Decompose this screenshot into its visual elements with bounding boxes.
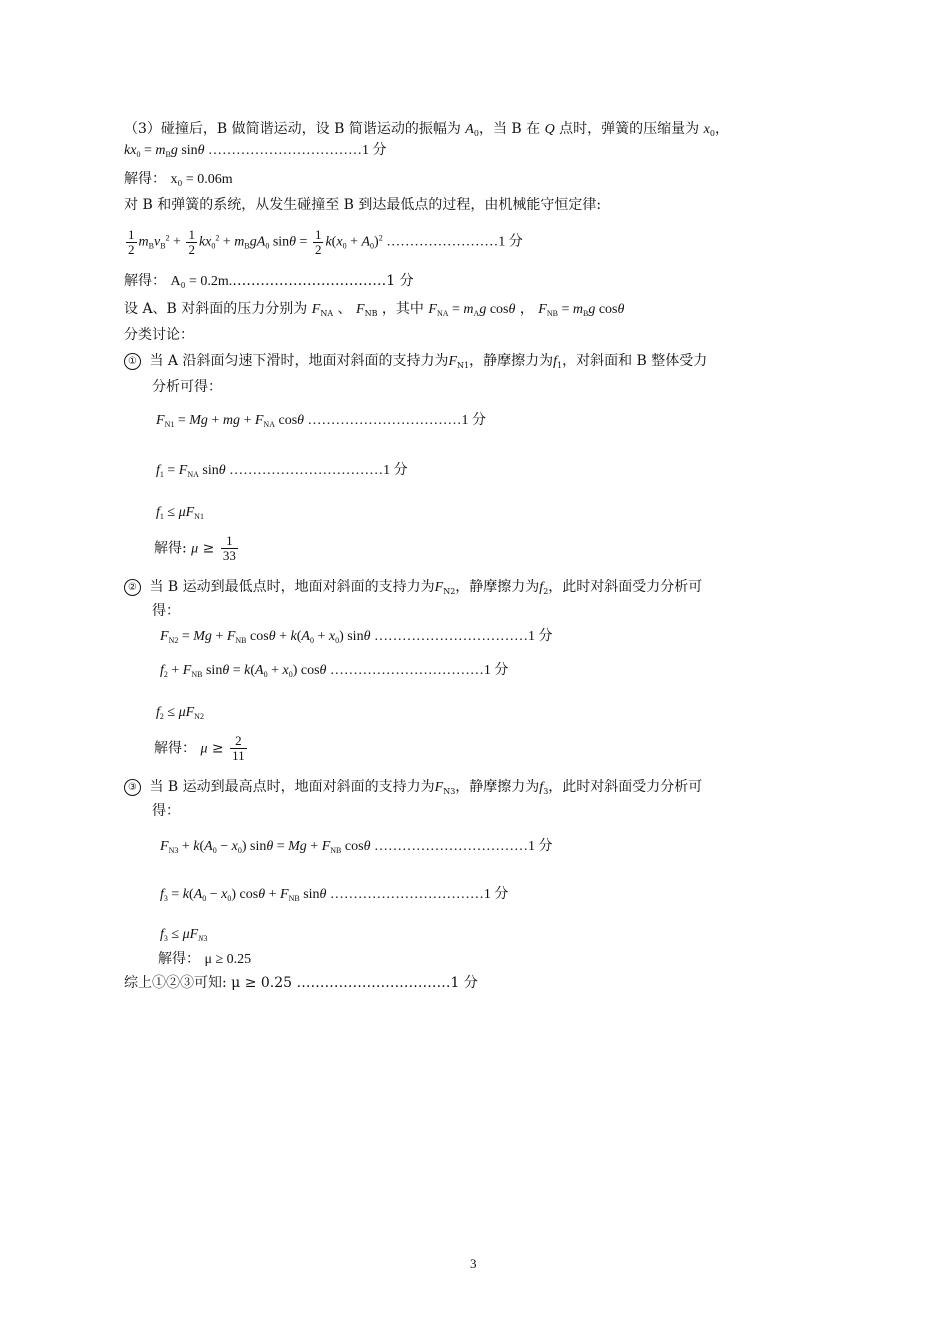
case1-eq1: $F_{N1} = Mg$ + mg + $F_{NA}$ cosθ ……………………………1 分	[156, 413, 487, 429]
case3-solve: 解得： μ ≥ 0.25	[158, 951, 252, 967]
case1-eq2: $f_1 = F_{NA}$ sinθ ……………………………1 分	[156, 463, 408, 479]
case1-ineq: $f_1 \le \mu F_{N1}$	[156, 505, 204, 521]
case2-eq1: $F_{N2} = Mg + F_{NB}$ $\cos\theta + k(A_0 + x_0)$ sinθ ……………………………1 分	[160, 629, 553, 645]
case3-eq2: $f_3 = k(A_0 - x_0) \cos\theta + F_{NB}$ sinθ ……………………………1 分	[160, 887, 509, 903]
case3-ineq: $f_3 \le \mu F_{N3}$	[160, 927, 208, 943]
case1-solve: 解得: μ ≥ $\frac{1}{33}$	[154, 533, 236, 563]
equation-kx0: $kx_0 = m_Bg$ sinθ ……………………………1 分	[124, 143, 387, 159]
case3-eq1: $F_{N3} + k(A_0 - x_0) \sin\theta = Mg + F_{NB}$ cosθ ……………………………1 分	[160, 839, 553, 855]
page-number: 3	[470, 1256, 477, 1271]
part3-intro: （3）碰撞后，B 做简谐运动，设 B 简谐运动的振幅为 $A_0$，当 B 在 Q 点时，弹簧的压缩量为 $x_0$，	[124, 121, 729, 138]
case2-eq2: $f_2 + F_{NB}$ $\sin\theta = k(A_0 + x_0)$ cosθ ……………………………1 分	[160, 663, 509, 679]
case3-text: ③ 当 B 运动到最高点时，地面对斜面的支持力为$F_{N3}$，静摩擦力为$f_3$，此时对斜面受力分析可	[124, 778, 702, 797]
solve-x0: 解得： x₀ = 0.06m	[124, 171, 233, 187]
solve-A0: 解得： A₀ = 0.2m.……………………………1 分	[124, 273, 414, 289]
case1-text: ① 当 A 沿斜面匀速下滑时，地面对斜面的支持力为$F_{N1}$，静摩擦力为$f_1$，对斜面和 B 整体受力	[124, 352, 707, 371]
case2-solve: 解得： μ ≥ $\frac{2}{11}$	[154, 733, 245, 763]
circle-2-icon: ②	[124, 579, 141, 596]
case2-text-cont: 得：	[152, 603, 180, 619]
circle-3-icon: ③	[124, 779, 141, 796]
case2-ineq: $f_2 \le \mu F_{N2}$	[156, 705, 204, 721]
energy-intro: 对 B 和弹簧的系统，从发生碰撞至 B 到达最低点的过程，由机械能守恒定律:	[124, 197, 602, 213]
classify-heading: 分类讨论：	[124, 327, 194, 343]
case3-text-cont: 得：	[152, 803, 180, 819]
conclusion: 综上①②③可知: μ ≥ 0.25 ……………………………1 分	[124, 975, 478, 991]
pressure-intro: 设 A、B 对斜面的压力分别为 $F_{NA}$ 、 $F_{NB}$ ，其中 $F_{NA} = m_Ag$ cosθ ， $F_{NB} = m_Bg$ cosθ	[124, 301, 625, 318]
energy-equation: $\frac{1}{2}$ $m_Bv_B^2$ + $\frac{1}{2}$ $kx_0^2 + m_BgA_0$ sinθ = $\frac{1}{2}$ $k(x_0 + A_0)^2$ ……………………1 分	[128, 227, 523, 257]
case2-text: ② 当 B 运动到最低点时，地面对斜面的支持力为$F_{N2}$，静摩擦力为$f_2$，此时对斜面受力分析可	[124, 578, 702, 597]
circle-1-icon: ①	[124, 353, 141, 370]
case1-text-cont: 分析可得：	[152, 379, 222, 395]
